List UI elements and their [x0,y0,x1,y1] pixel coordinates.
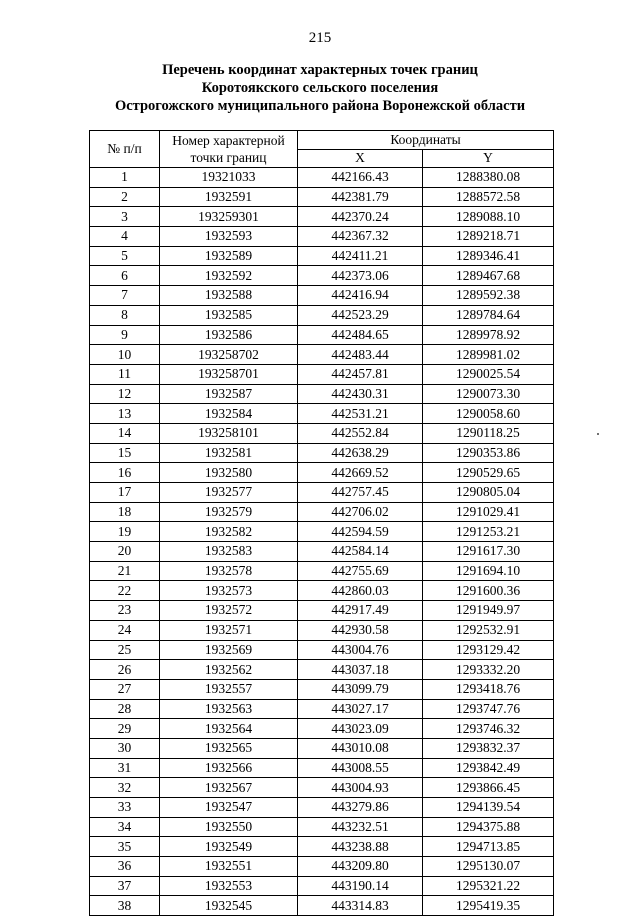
point-id: 1932569 [160,640,298,660]
coord-y: 1289467.68 [423,266,554,286]
coord-x: 442584.14 [298,542,423,562]
point-id: 1932565 [160,738,298,758]
coord-x: 442706.02 [298,502,423,522]
row-number: 17 [90,483,160,503]
table-row [90,522,554,542]
coord-y: 1293418.76 [423,679,554,699]
table-row [90,483,554,503]
coord-x: 443314.83 [298,896,423,916]
coord-y: 1291694.10 [423,561,554,581]
row-number: 9 [90,325,160,345]
header-coords: Координаты [298,131,554,150]
coord-x: 443037.18 [298,660,423,680]
point-id: 1932589 [160,246,298,266]
coord-x: 442484.65 [298,325,423,345]
point-id: 1932547 [160,798,298,818]
row-number: 7 [90,286,160,306]
coord-x: 442930.58 [298,620,423,640]
coord-y: 1295419.35 [423,896,554,916]
row-number: 16 [90,463,160,483]
row-number: 32 [90,778,160,798]
row-number: 23 [90,601,160,621]
coord-x: 443004.93 [298,778,423,798]
point-id: 1932584 [160,404,298,424]
row-number: 5 [90,246,160,266]
point-id: 1932566 [160,758,298,778]
table-row [90,896,554,916]
coord-x: 442416.94 [298,286,423,306]
coord-y: 1293747.76 [423,699,554,719]
header-y: Y [423,149,554,168]
coord-x: 443010.08 [298,738,423,758]
table-body [90,168,554,916]
row-number: 38 [90,896,160,916]
point-id: 1932567 [160,778,298,798]
row-number: 19 [90,522,160,542]
coord-y: 1289346.41 [423,246,554,266]
coord-x: 442457.81 [298,364,423,384]
table-row [90,699,554,719]
coord-y: 1290058.60 [423,404,554,424]
table-row [90,719,554,739]
header-x: X [298,149,423,168]
row-number: 2 [90,187,160,207]
coord-x: 442552.84 [298,423,423,443]
coord-y: 1295130.07 [423,857,554,877]
point-id: 1932580 [160,463,298,483]
table-row [90,325,554,345]
point-id: 1932583 [160,542,298,562]
table-row [90,364,554,384]
table-row [90,384,554,404]
coord-y: 1291600.36 [423,581,554,601]
title-line-3: Острогожского муниципального района Воронежской области [114,98,526,114]
point-id: 19321033 [160,168,298,188]
coord-x: 442755.69 [298,561,423,581]
header-point-line2: точки границ [190,150,267,165]
point-id: 1932585 [160,305,298,325]
table-row [90,837,554,857]
coord-y: 1293832.37 [423,738,554,758]
coord-x: 442523.29 [298,305,423,325]
point-id: 1932550 [160,817,298,837]
table-row [90,286,554,306]
point-id: 1932572 [160,601,298,621]
page-number: 215 [308,30,332,46]
point-id: 1932563 [160,699,298,719]
coord-y: 1289592.38 [423,286,554,306]
coord-x: 442860.03 [298,581,423,601]
row-number: 15 [90,443,160,463]
point-id: 1932545 [160,896,298,916]
coord-y: 1290529.65 [423,463,554,483]
table-row [90,679,554,699]
point-id: 1932551 [160,857,298,877]
row-number: 28 [90,699,160,719]
table-row [90,581,554,601]
row-number: 22 [90,581,160,601]
table-row [90,798,554,818]
row-number: 36 [90,857,160,877]
point-id: 1932553 [160,876,298,896]
row-number: 20 [90,542,160,562]
coord-y: 1293842.49 [423,758,554,778]
row-number: 21 [90,561,160,581]
coord-x: 442373.06 [298,266,423,286]
coord-x: 443190.14 [298,876,423,896]
coord-y: 1293746.32 [423,719,554,739]
table-row [90,817,554,837]
coord-y: 1289088.10 [423,207,554,227]
table-row [90,246,554,266]
coord-x: 442483.44 [298,345,423,365]
table-row [90,738,554,758]
coord-y: 1291029.41 [423,502,554,522]
table-row [90,758,554,778]
coord-y: 1295321.22 [423,876,554,896]
document-title [0,61,640,115]
coord-x: 442917.49 [298,601,423,621]
coord-x: 443238.88 [298,837,423,857]
point-id: 1932549 [160,837,298,857]
row-number: 27 [90,679,160,699]
coord-y: 1289978.92 [423,325,554,345]
row-number: 35 [90,837,160,857]
row-number: 25 [90,640,160,660]
coord-y: 1292532.91 [423,620,554,640]
table-row [90,207,554,227]
row-number: 29 [90,719,160,739]
table-row [90,463,554,483]
coord-x: 442594.59 [298,522,423,542]
coord-y: 1290353.86 [423,443,554,463]
row-number: 6 [90,266,160,286]
point-id: 1932591 [160,187,298,207]
table-row [90,640,554,660]
coord-y: 1291617.30 [423,542,554,562]
row-number: 14 [90,423,160,443]
coord-y: 1289981.02 [423,345,554,365]
point-id: 1932582 [160,522,298,542]
row-number: 37 [90,876,160,896]
table-row [90,660,554,680]
table-row [90,561,554,581]
point-id: 1932571 [160,620,298,640]
row-number: 8 [90,305,160,325]
table-row [90,542,554,562]
table-row [90,266,554,286]
point-id: 193259301 [160,207,298,227]
coord-y: 1288572.58 [423,187,554,207]
coord-y: 1291949.97 [423,601,554,621]
table-row [90,168,554,188]
coord-x: 443279.86 [298,798,423,818]
table-row [90,601,554,621]
row-number: 10 [90,345,160,365]
row-number: 11 [90,364,160,384]
coord-x: 443027.17 [298,699,423,719]
row-number: 33 [90,798,160,818]
table-header [90,131,554,168]
coord-x: 443023.09 [298,719,423,739]
point-id: 193258702 [160,345,298,365]
coord-x: 442370.24 [298,207,423,227]
coord-x: 443004.76 [298,640,423,660]
coord-y: 1290073.30 [423,384,554,404]
row-number: 12 [90,384,160,404]
coord-x: 443099.79 [298,679,423,699]
scan-speck [597,433,599,435]
coord-x: 442381.79 [298,187,423,207]
row-number: 31 [90,758,160,778]
point-id: 1932592 [160,266,298,286]
row-number: 1 [90,168,160,188]
coord-y: 1294375.88 [423,817,554,837]
point-id: 193258701 [160,364,298,384]
row-number: 24 [90,620,160,640]
row-number: 34 [90,817,160,837]
row-number: 4 [90,227,160,247]
point-id: 1932593 [160,227,298,247]
table-row [90,443,554,463]
table-row [90,404,554,424]
point-id: 1932577 [160,483,298,503]
coord-x: 443008.55 [298,758,423,778]
coord-x: 442367.32 [298,227,423,247]
table-row [90,857,554,877]
row-number: 18 [90,502,160,522]
coord-x: 442430.31 [298,384,423,404]
point-id: 1932557 [160,679,298,699]
coord-x: 442669.52 [298,463,423,483]
coord-x: 442638.29 [298,443,423,463]
point-id: 1932578 [160,561,298,581]
point-id: 1932581 [160,443,298,463]
point-id: 1932579 [160,502,298,522]
point-id: 1932587 [160,384,298,404]
coord-y: 1291253.21 [423,522,554,542]
table-row [90,876,554,896]
coord-y: 1294139.54 [423,798,554,818]
coord-y: 1290805.04 [423,483,554,503]
point-id: 1932573 [160,581,298,601]
table-row [90,423,554,443]
point-id: 1932564 [160,719,298,739]
coord-y: 1289784.64 [423,305,554,325]
coord-x: 442166.43 [298,168,423,188]
point-id: 1932588 [160,286,298,306]
table-row [90,620,554,640]
header-point-line1: Номер характерной [172,133,285,148]
coord-y: 1294713.85 [423,837,554,857]
coord-y: 1293866.45 [423,778,554,798]
coord-x: 443232.51 [298,817,423,837]
row-number: 30 [90,738,160,758]
coord-y: 1290118.25 [423,423,554,443]
coord-y: 1293129.42 [423,640,554,660]
point-id: 193258101 [160,423,298,443]
coord-y: 1289218.71 [423,227,554,247]
coord-y: 1293332.20 [423,660,554,680]
row-number: 26 [90,660,160,680]
coord-y: 1290025.54 [423,364,554,384]
title-line-1: Перечень координат характерных точек границ [162,62,478,78]
coord-y: 1288380.08 [423,168,554,188]
row-number: 3 [90,207,160,227]
table-row [90,345,554,365]
coord-x: 443209.80 [298,857,423,877]
header-num: № п/п [90,131,160,168]
row-number: 13 [90,404,160,424]
point-id: 1932562 [160,660,298,680]
header-point [160,131,298,168]
coord-x: 442531.21 [298,404,423,424]
table-row [90,305,554,325]
coordinates-table [89,130,554,916]
point-id: 1932586 [160,325,298,345]
table-row [90,227,554,247]
table-row [90,778,554,798]
title-line-2: Коротоякского сельского поселения [201,80,439,96]
coord-x: 442411.21 [298,246,423,266]
coord-x: 442757.45 [298,483,423,503]
table-row [90,502,554,522]
table-row [90,187,554,207]
